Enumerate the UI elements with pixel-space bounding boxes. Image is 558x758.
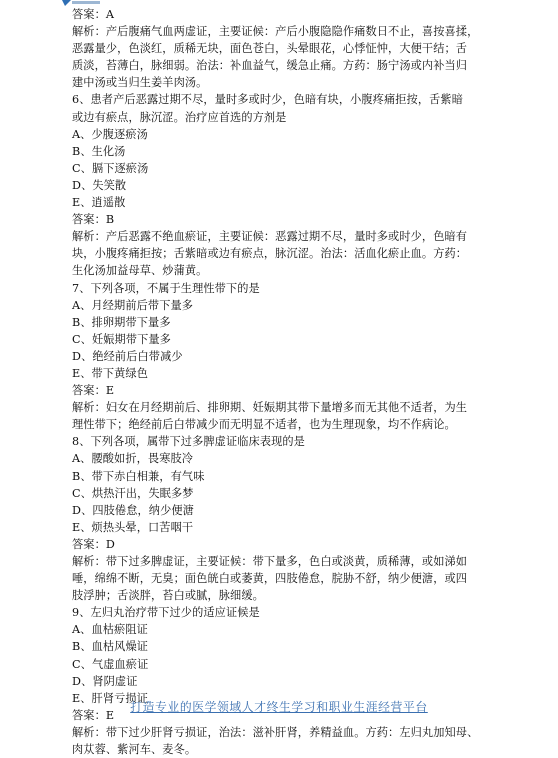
text-line: C、妊娠期带下量多 xyxy=(72,332,171,346)
text-line: 肉苁蓉、紫河车、麦冬。 xyxy=(72,743,197,757)
text-line: 建中汤或当归生姜羊肉汤。 xyxy=(72,76,208,90)
text-line: 8、下列各项，属带下过多脾虚证临床表现的是 xyxy=(72,435,305,449)
text-line: C、气虚血瘀证 xyxy=(72,657,149,671)
text-line: 解析：妇女在月经期前后、排卵期、妊娠期其带下量增多而无其他不适者，为生 xyxy=(72,401,468,415)
text-line: D、绝经前后白带减少 xyxy=(72,349,183,363)
text-line: 9、左归丸治疗带下过少的适应证候是 xyxy=(72,606,260,620)
text-line: E、带下黄绿色 xyxy=(72,366,148,380)
text-line: 理性带下；绝经前后白带减少而无明显不适者，也为生理现象，均不作病论。 xyxy=(72,418,456,432)
footer-slogan: 打造专业的医学领域人才终生学习和职业生涯经营平台 xyxy=(130,700,428,714)
text-line: D、四肢倦怠，纳少便溏 xyxy=(72,503,194,517)
text-line: 或边有瘀点，脉沉涩。治疗应首选的方剂是 xyxy=(72,110,287,124)
text-line: 答案：D xyxy=(72,537,115,551)
text-line: 恶露量少，色淡红，质稀无块，面色苍白，头晕眼花，心悸怔忡，大便干结；舌 xyxy=(72,42,468,56)
text-line: E、烦热头晕，口苦咽干 xyxy=(72,520,194,534)
text-line: C、膈下逐瘀汤 xyxy=(72,161,149,175)
text-line: A、腰酸如折，畏寒肢冷 xyxy=(72,452,194,466)
text-line: 答案：E xyxy=(72,708,115,722)
text-line: 答案：E xyxy=(72,384,115,398)
text-line: 解析：产后恶露不绝血瘀证，主要证候：恶露过期不尽，量时多或时少，色暗有 xyxy=(72,230,468,244)
text-line: 解析：产后腹痛气血两虚证，主要证候：产后小腹隐隐作痛数日不止，喜按喜揉， xyxy=(72,25,479,39)
text-line: B、生化汤 xyxy=(72,144,126,158)
text-line: 肢浮肿；舌淡胖，苔白或腻，脉细缓。 xyxy=(72,589,264,603)
text-line: 6、患者产后恶露过期不尽，量时多或时少，色暗有块，小腹疼痛拒按，舌紫暗 xyxy=(72,93,463,107)
text-line: 块，小腹疼痛拒按；舌紫暗或边有瘀点，脉沉涩。治法：活血化瘀止血。方药： xyxy=(72,247,468,261)
text-line: E、逍遥散 xyxy=(72,196,126,210)
text-line: D、失笑散 xyxy=(72,178,127,192)
text-line: E、肝肾亏损证 xyxy=(72,691,148,705)
text-line: A、血枯瘀阻证 xyxy=(72,623,148,637)
text-line: B、带下赤白相兼，有气味 xyxy=(72,469,205,483)
document-body xyxy=(72,6,492,758)
text-line: A、月经期前后带下量多 xyxy=(72,298,194,312)
text-line: B、血枯风燥证 xyxy=(72,640,149,654)
text-line: 质淡，苔薄白，脉细弱。治法：补血益气，缓急止痛。方药：肠宁汤或内补当归 xyxy=(72,59,468,73)
text-line: 7、下列各项，不属于生理性带下的是 xyxy=(72,281,260,295)
text-line: A、少腹逐瘀汤 xyxy=(72,127,148,141)
text-line: 答案：B xyxy=(72,213,115,227)
text-line: 解析：带下过多脾虚证，主要证候：带下量多，色白或淡黄，质稀薄，或如涕如 xyxy=(72,555,468,568)
text-line: 唾，绵绵不断，无臭；面色㿠白或萎黄，四肢倦怠，脘胁不舒，纳少便溏，或四 xyxy=(72,572,468,586)
text-line: 解析：带下过少肝肾亏损证，治法：滋补肝肾，养精益血。方药：左归丸加知母、 xyxy=(72,725,479,739)
text-line: D、肾阴虚证 xyxy=(72,674,138,688)
text-line: 生化汤加益母草、炒蒲黄。 xyxy=(72,264,208,278)
text-line: B、排卵期带下量多 xyxy=(72,315,171,329)
text-line: C、烘热汗出，失眠多梦 xyxy=(72,486,194,500)
text-line: 答案：A xyxy=(72,8,115,21)
